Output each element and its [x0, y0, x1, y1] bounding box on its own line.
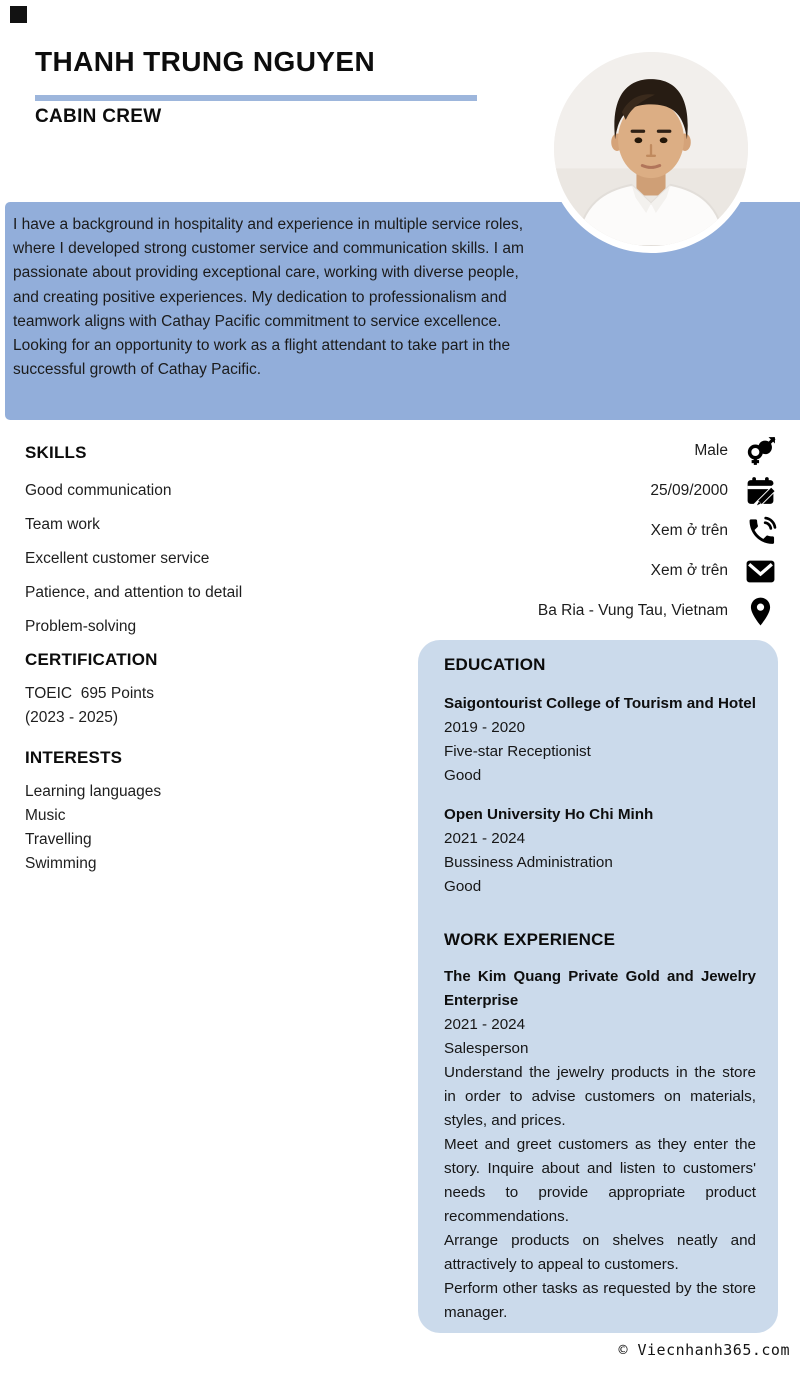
education-entry — [444, 692, 756, 788]
work-duty: Understand the jewelry products in the store in order to advise customers on materials, styles, and prices. — [444, 1064, 756, 1129]
corner-mark — [10, 6, 27, 23]
education-school: Open University Ho Chi Minh — [444, 806, 654, 823]
skill-item: Problem-solving — [25, 618, 137, 635]
location-value: Ba Ria - Vung Tau, Vietnam — [537, 602, 728, 619]
skill-item: Patience, and attention to detail — [25, 584, 243, 601]
work-duty: Perform other tasks as requested by the store manager. — [444, 1280, 756, 1321]
location-icon — [744, 595, 777, 628]
interest-item: Swimming — [25, 855, 97, 872]
detail-row-email — [651, 554, 777, 588]
education-grade: Good — [444, 767, 482, 784]
interests-list — [25, 780, 355, 876]
education-period: 2021 - 2024 — [444, 830, 526, 847]
summary-text — [13, 213, 527, 382]
certification-line: (2023 - 2025) — [25, 709, 119, 726]
certification-lines — [25, 682, 355, 730]
skills-heading: SKILLS — [25, 443, 87, 462]
summary-paragraph: Looking for an opportunity to work as a flight attendant to take part in the successful growth of Cathay Pacific. — [13, 337, 511, 379]
detail-row-location — [538, 594, 777, 628]
education-major: Bussiness Administration — [444, 854, 613, 871]
watermark-credit: © Viecnhanh365.com — [618, 1341, 790, 1359]
detail-row-phone — [651, 514, 777, 548]
education-entry — [444, 803, 756, 899]
job-title: CABIN CREW — [35, 106, 162, 127]
skill-item: Team work — [25, 516, 100, 533]
summary-paragraph: I have a background in hospitality and experience in multiple service roles, where I developed strong customer service and communication skills. I am passionate about providing exceptional care, working with diverse people, and creating positive experiences. My dedication to professionalism and teamwork aligns with Cathay Pacific commitment to service excellence. — [13, 216, 524, 330]
work-company: The Kim Quang Private Gold and Jewelry Enterprise — [444, 968, 756, 1009]
detail-row-birthdate — [650, 474, 777, 508]
interests-section — [25, 748, 355, 876]
mail-icon — [744, 555, 777, 588]
certification-section — [25, 650, 355, 730]
profile-photo — [547, 45, 755, 253]
gender-value: Male — [694, 442, 728, 459]
education-school: Saigontourist College of Tourism and Hotel — [444, 695, 756, 712]
candidate-name: THANH TRUNG NGUYEN — [35, 46, 376, 77]
work-role: Salesperson — [444, 1040, 529, 1057]
work-period: 2021 - 2024 — [444, 1016, 526, 1033]
interest-item: Music — [25, 807, 66, 824]
work-duty: Arrange products on shelves neatly and attractively to appeal to customers. — [444, 1232, 756, 1273]
skill-item: Excellent customer service — [25, 550, 210, 567]
work-duty: Meet and greet customers as they enter the story. Inquire about and listen to customers' needs to provide appropriate product recommendations. — [444, 1136, 756, 1225]
gender-icon — [744, 435, 777, 468]
phone-icon — [744, 515, 777, 548]
phone-value: Xem ở trên — [650, 522, 728, 539]
interest-item: Travelling — [25, 831, 92, 848]
skills-list — [25, 474, 355, 644]
work-experience-heading: WORK EXPERIENCE — [444, 930, 616, 949]
email-value: Xem ở trên — [650, 562, 728, 579]
certification-heading: CERTIFICATION — [25, 650, 158, 669]
calendar-edit-icon — [744, 475, 777, 508]
education-major: Five-star Receptionist — [444, 743, 591, 760]
detail-row-gender — [694, 434, 777, 468]
heading-underline — [35, 95, 477, 101]
certification-line: TOEIC 695 Points — [25, 685, 154, 702]
education-heading: EDUCATION — [444, 655, 546, 674]
education-experience-panel — [418, 640, 778, 1333]
skills-section — [25, 443, 355, 644]
interest-item: Learning languages — [25, 783, 162, 800]
portrait-illustration — [554, 52, 748, 246]
skill-item: Good communication — [25, 482, 172, 499]
birthdate-value: 25/09/2000 — [650, 482, 728, 499]
work-entry — [444, 965, 756, 1325]
education-grade: Good — [444, 878, 482, 895]
education-period: 2019 - 2020 — [444, 719, 526, 736]
interests-heading: INTERESTS — [25, 748, 123, 767]
